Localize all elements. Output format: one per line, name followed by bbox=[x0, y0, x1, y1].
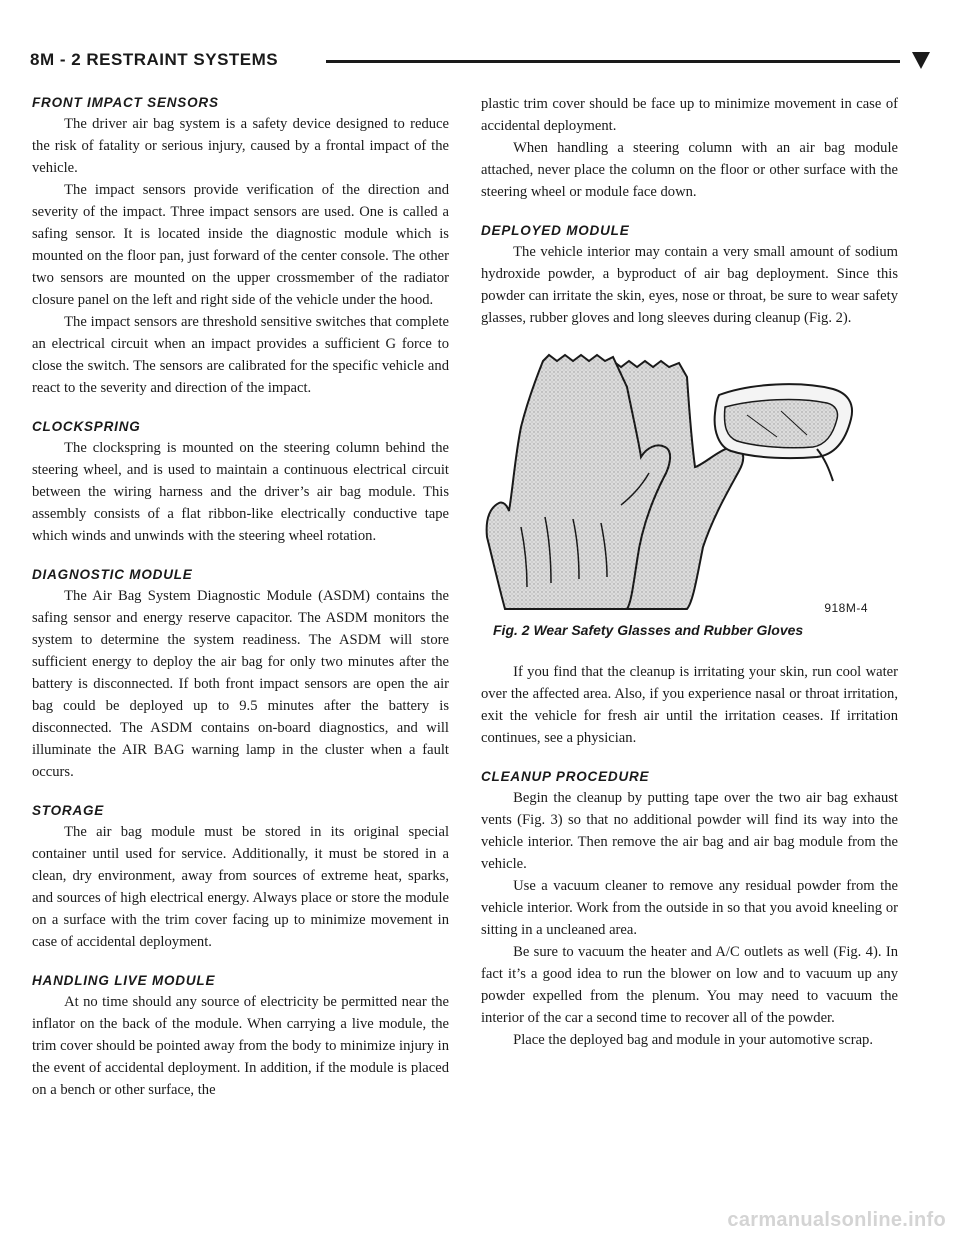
paragraph-continued: plastic trim cover should be face up to minimize movement in case of accidental deployment. bbox=[481, 96, 898, 134]
heading-clockspring: CLOCKSPRING bbox=[32, 419, 141, 434]
figure-code: 918M-4 bbox=[824, 601, 868, 615]
heading-handling-live-module: HANDLING LIVE MODULE bbox=[32, 973, 216, 988]
header-rule bbox=[326, 60, 900, 63]
heading-diagnostic-module: DIAGNOSTIC MODULE bbox=[32, 567, 193, 582]
paragraph: The air bag module must be stored in its original special container until used for service. Additionally, it must be stored in a clean, dry environment, away from sources of extreme heat, sparks, and sources of high electrical energy. Always place or store the module on a surface with the trim cover facing up to minimize movement in case of accidental deployment. bbox=[32, 824, 449, 950]
heading-cleanup-procedure: CLEANUP PROCEDURE bbox=[481, 769, 650, 784]
paragraph: Use a vacuum cleaner to remove any residual powder from the vehicle interior. Work from the outside in so that you avoid kneeling or sitting in a uncleaned area. bbox=[481, 878, 898, 938]
paragraph: The clockspring is mounted on the steering column behind the steering wheel, and is used to maintain a continuous electrical circuit between the wiring harness and the driver’s air bag module. This assembly consists of a flat ribbon-like electrically conductive tape which winds and unwinds with the steering wheel rotation. bbox=[32, 440, 449, 544]
paragraph: Begin the cleanup by putting tape over the two air bag exhaust vents (Fig. 3) so that no additional powder will find its way into the vehicle interior. Then remove the air bag and air bag module from the vehicle. bbox=[481, 790, 898, 872]
gloves-and-glasses-illustration bbox=[481, 347, 898, 637]
heading-storage: STORAGE bbox=[32, 803, 105, 818]
watermark: carmanualsonline.info bbox=[727, 1209, 946, 1231]
paragraph: Place the deployed bag and module in your automotive scrap. bbox=[513, 1032, 873, 1048]
paragraph: The Air Bag System Diagnostic Module (ASDM) contains the safing sensor and energy reserve capacitor. The ASDM monitors the system to determine the system readiness. The ASDM will store sufficient energy to deploy the air bag for only two minutes after the battery is disconnected. If both front impact sensors are open the air bag could be deployed up to 9.5 minutes after the battery is disconnected. The ASDM contains on-board diagnostics, and will illuminate the AIR BAG warning lamp in the cluster when a fault occurs. bbox=[32, 588, 449, 780]
paragraph: If you find that the cleanup is irritating your skin, run cool water over the affected area. Also, if you experience nasal or throat irritation, exit the vehicle for fresh air until the irritation ceases. If irritation continues, see a physician. bbox=[481, 664, 898, 746]
heading-deployed-module: DEPLOYED MODULE bbox=[481, 223, 630, 238]
paragraph: The driver air bag system is a safety device designed to reduce the risk of fatality or serious injury, caused by a frontal impact of the vehicle. bbox=[32, 116, 449, 176]
figure-safety-gear bbox=[481, 347, 898, 637]
paragraph: When handling a steering column with an air bag module attached, never place the column on the floor or other surface with the steering wheel or module face down. bbox=[481, 140, 898, 200]
right-column bbox=[481, 93, 898, 1051]
paragraph: At no time should any source of electricity be permitted near the inflator on the back of the module. When carrying a live module, the trim cover should be pointed away from the body to minimize injury in the event of accidental deployment. In addition, if the module is placed on a bench or other surface, the bbox=[32, 994, 449, 1098]
page-header bbox=[30, 40, 930, 80]
triangle-marker-icon bbox=[912, 52, 930, 69]
paragraph: The impact sensors are threshold sensitive switches that complete an electrical circuit when an impact provides a sufficient G force to close the switch. The sensors are calibrated for the specific vehicle and react to the severity and direction of the impact. bbox=[32, 314, 449, 396]
figure-caption: Fig. 2 Wear Safety Glasses and Rubber Gloves bbox=[493, 622, 804, 638]
header-title: 8M - 2 RESTRAINT SYSTEMS bbox=[30, 50, 279, 69]
left-column bbox=[32, 93, 449, 1101]
paragraph: The impact sensors provide verification of the direction and severity of the impact. Three impact sensors are used. One is called a safing sensor. It is located inside the diagnostic module which is mounted on the floor pan, just forward of the center console. The other two sensors are mounted on the upper crossmember of the radiator closure panel on the left and right side of the vehicle under the hood. bbox=[32, 182, 449, 308]
paragraph: Be sure to vacuum the heater and A/C outlets as well (Fig. 4). In fact it’s a good idea to run the blower on low and to vacuum up any powder expelled from the plenum. You may need to vacuum the interior of the car a second time to recover all of the powder. bbox=[481, 944, 898, 1026]
heading-front-impact-sensors: FRONT IMPACT SENSORS bbox=[32, 95, 219, 110]
paragraph: The vehicle interior may contain a very small amount of sodium hydroxide powder, a byproduct of air bag deployment. Since this powder can irritate the skin, eyes, nose or throat, be sure to wear safety glasses, rubber gloves and long sleeves during cleanup (Fig. 2). bbox=[481, 244, 898, 326]
